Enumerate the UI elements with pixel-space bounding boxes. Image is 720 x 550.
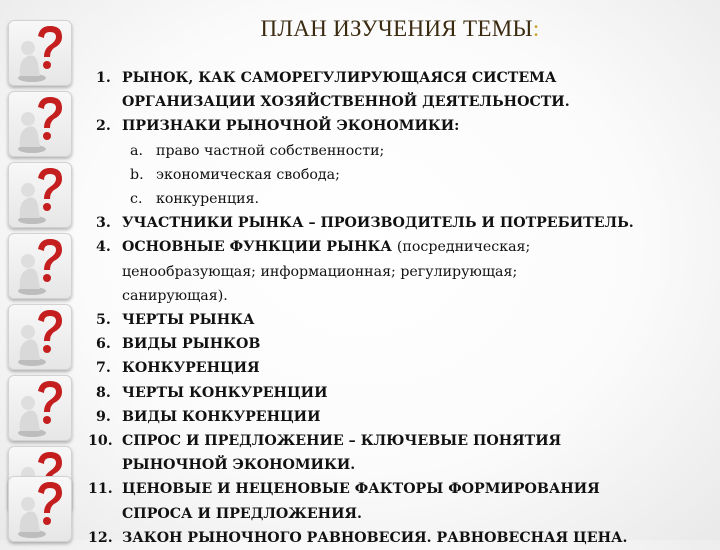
sub-item-text: экономическая свобода;: [156, 166, 340, 183]
item-note: санирующая).: [122, 287, 228, 304]
plan-item-12: [88, 526, 716, 550]
plan-item-9: [96, 405, 716, 429]
page-title-colon: :: [532, 16, 540, 41]
question-mark-icon: [8, 91, 72, 157]
plan-item-2: [96, 114, 716, 211]
question-mark-icon: [8, 375, 72, 441]
item-text: ЗАКОН РЫНОЧНОГО РАВНОВЕСИЯ. РАВНОВЕСНАЯ ЦЕНА.: [122, 529, 628, 546]
sub-item-b: [122, 163, 716, 187]
item-text: ПРИЗНАКИ РЫНОЧНОЙ ЭКОНОМИКИ:: [122, 118, 460, 135]
item-note: ценообразующая; информационная; регулирующая;: [122, 263, 518, 280]
plan-item-4: [96, 235, 716, 308]
sub-item-letter: a.: [130, 142, 143, 159]
item-number: 7.: [96, 360, 111, 377]
sub-list: [122, 139, 716, 212]
item-number: 2.: [96, 118, 111, 135]
item-text: РЫНОЧНОЙ ЭКОНОМИКИ.: [122, 457, 356, 474]
item-number: 5.: [96, 312, 111, 329]
plan-item-3: [96, 211, 716, 235]
sub-item-text: конкуренция.: [156, 191, 260, 208]
question-mark-icon: [8, 20, 72, 86]
page-title-text: ПЛАН ИЗУЧЕНИЯ ТЕМЫ: [260, 16, 533, 41]
item-text: ВИДЫ КОНКУРЕНЦИИ: [122, 408, 321, 425]
item-number: 9.: [96, 408, 111, 425]
sub-item-c: [122, 187, 716, 211]
item-text: ОСНОВНЫЕ ФУНКЦИИ РЫНКА: [122, 239, 392, 256]
item-text: ОРГАНИЗАЦИИ ХОЗЯЙСТВЕННОЙ ДЕЯТЕЛЬНОСТИ.: [122, 94, 570, 111]
plan-item-7: [96, 356, 716, 380]
item-note: (посредническая;: [396, 239, 531, 256]
item-number: 8.: [96, 384, 111, 401]
item-number: 10.: [88, 433, 113, 450]
item-number: 1.: [96, 70, 111, 86]
item-text: ЦЕНОВЫЕ И НЕЦЕНОВЫЕ ФАКТОРЫ ФОРМИРОВАНИЯ: [122, 481, 600, 498]
question-mark-icon: [8, 304, 72, 370]
item-text: ЧЕРТЫ КОНКУРЕНЦИИ: [122, 384, 328, 401]
sub-item-letter: b.: [130, 166, 144, 183]
question-mark-icon: [8, 162, 72, 228]
plan-item-1: [96, 66, 716, 114]
question-mark-icon: [8, 233, 72, 299]
item-number: 6.: [96, 336, 111, 353]
item-text: ЧЕРТЫ РЫНКА: [122, 312, 255, 329]
page-title: [80, 16, 720, 42]
item-number: 12.: [88, 529, 113, 546]
item-text: КОНКУРЕНЦИЯ: [122, 360, 260, 377]
item-text: РЫНОК, КАК САМОРЕГУЛИРУЮЩАЯСЯ СИСТЕМА: [122, 70, 557, 86]
item-number: 11.: [88, 481, 113, 498]
item-number: 3.: [96, 215, 111, 232]
item-text: УЧАСТНИКИ РЫНКА – ПРОИЗВОДИТЕЛЬ И ПОТРЕБИТЕЛЬ.: [122, 215, 634, 232]
item-text: ВИДЫ РЫНКОВ: [122, 336, 261, 353]
item-text: СПРОСА И ПРЕДЛОЖЕНИЯ.: [122, 505, 362, 522]
plan-item-8: [96, 381, 716, 405]
sub-item-letter: c.: [130, 191, 143, 208]
item-number: 4.: [96, 239, 111, 256]
sub-item-text: право частной собственности;: [156, 142, 385, 159]
question-mark-icon: [8, 476, 72, 542]
sub-item-a: [122, 139, 716, 163]
item-text: СПРОС И ПРЕДЛОЖЕНИЕ – КЛЮЧЕВЫЕ ПОНЯТИЯ: [122, 433, 562, 450]
topic-plan-list: [88, 66, 716, 550]
plan-item-11: [88, 477, 716, 525]
plan-item-10: [88, 429, 716, 477]
plan-item-6: [96, 332, 716, 356]
plan-item-5: [96, 308, 716, 332]
